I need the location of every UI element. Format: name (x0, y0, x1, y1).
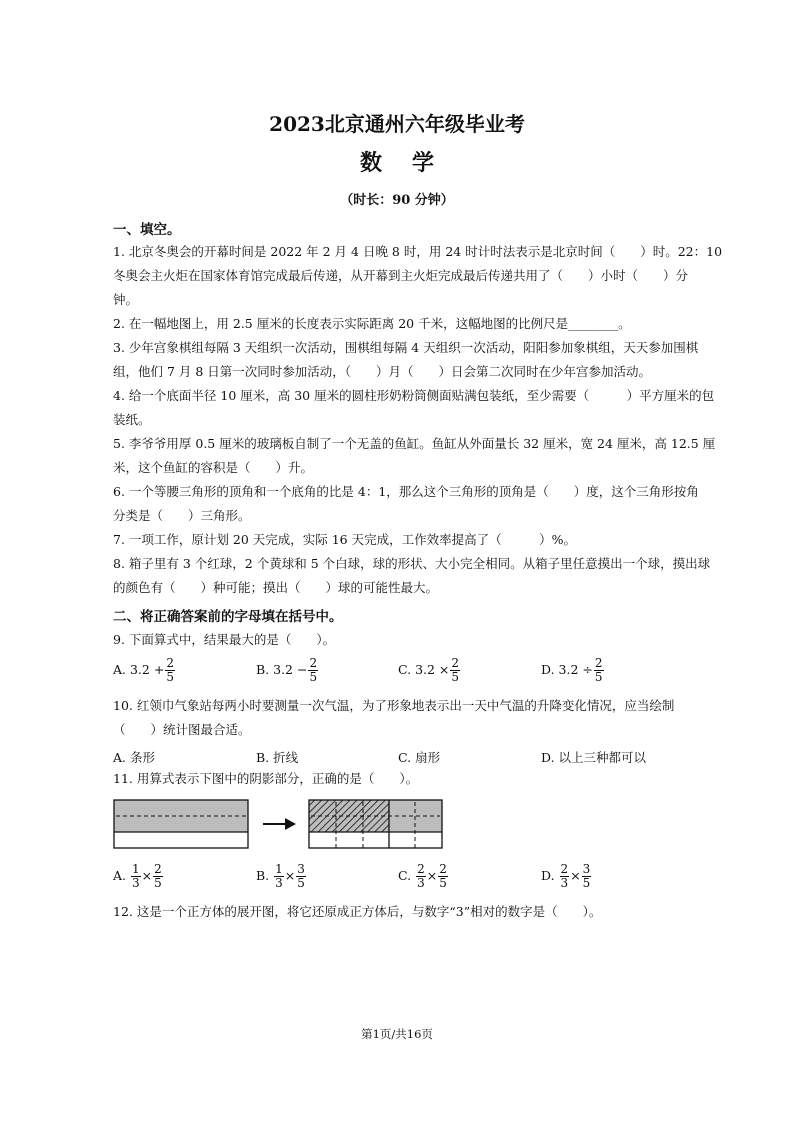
text-line: 7. 一项工作，原计划 20 天完成，实际 16 天完成，工作效率提高了（ ）%。 (113, 532, 576, 547)
text-line: 8. 箱子里有 3 个红球，2 个黄球和 5 个白球，球的形状、大小完全相同。从箱子里任意摸出一个球，摸出球 (113, 556, 711, 571)
text-line: 分类是（ ）三角形。 (113, 508, 251, 523)
exam-title: 2023北京通州六年级毕业考 (269, 112, 525, 136)
q11-option-c: C. $\frac{2}{3}$ × $\frac{2}{5}$ (398, 862, 447, 890)
q9-option-a: A. 3.2 + $\frac{2}{5}$ (113, 656, 174, 684)
q10-option-c: C. 扇形 (398, 750, 441, 765)
q9-stem: 9. 下面算式中，结果最大的是（ ）。 (113, 632, 336, 647)
q11-option-a: A. $\frac{1}{3}$ × $\frac{2}{5}$ (113, 862, 162, 890)
text-line: 冬奥会主火炬在国家体育馆完成最后传递，从开幕到主火炬完成最后传递共用了（ ）小时（ ）分 (113, 268, 689, 283)
q10-stem: 10. 红领巾气象站每两小时要测量一次气温，为了形象地表示出一天中气温的升降变化情况，应当绘制 （ ）统计图最合适。 (113, 698, 675, 737)
text-line: 钟。 (113, 292, 139, 307)
section1-heading: 一、填空。 (113, 222, 181, 238)
q10-option-b: B. 折线 (256, 750, 299, 765)
text-line: 装纸。 (113, 412, 151, 427)
section2-heading: 二、将正确答案前的字母填在括号中。 (113, 609, 343, 625)
q11-option-b: B. $\frac{1}{3}$ × $\frac{3}{5}$ (256, 862, 305, 890)
q11-stem: 11. 用算式表示下图中的阴影部分，正确的是（ ）。 (113, 771, 419, 786)
text-line: 6. 一个等腰三角形的顶角和一个底角的比是 4：1，那么这个三角形的顶角是（ ）度，这个三角形按角 (113, 484, 699, 499)
text-line: 的颜色有（ ）种可能；摸出（ ）球的可能性最大。 (113, 580, 439, 595)
text-line: 1. 北京冬奥会的开幕时间是 2022 年 2 月 4 日晚 8 时，用 24 时计时法表示是北京时间（ ）时。22：10 (113, 244, 723, 259)
duration-label: （时长：90 分钟） (340, 193, 454, 208)
arrow-right-icon (263, 818, 296, 830)
q9-option-b: B. 3.2 − $\frac{2}{5}$ (256, 656, 318, 684)
q11-figure (113, 796, 448, 852)
q11-option-d: D. $\frac{2}{3}$ × $\frac{3}{5}$ (541, 862, 591, 890)
text-line: 米，这个鱼缸的容积是（ ）升。 (113, 460, 314, 475)
text-line: 3. 少年宫象棋组每隔 3 天组织一次活动，围棋组每隔 4 天组织一次活动，阳阳参加象棋组，天天参加围棋 (113, 340, 699, 355)
text-line: 5. 李爷爷用厚 0.5 厘米的玻璃板自制了一个无盖的鱼缸。鱼缸从外面量长 32 厘米，宽 24 厘米，高 12.5 厘 (113, 436, 716, 451)
text-line: 2. 在一幅地图上，用 2.5 厘米的长度表示实际距离 20 千米，这幅地图的比例尺是________。 (113, 316, 631, 331)
q9-option-c: C. 3.2 × $\frac{2}{5}$ (398, 656, 460, 684)
text-line: 组，他们 7 月 8 日第一次同时参加活动，（ ）月（ ）日会第二次同时在少年宫参加活动。 (113, 364, 652, 379)
q12-stem: 12. 这是一个正方体的展开图，将它还原成正方体后，与数字“3”相对的数字是（ ）。 (113, 904, 602, 919)
original-rectangle (114, 800, 248, 848)
text-line: 4. 给一个底面半径 10 厘米，高 30 厘米的圆柱形奶粉筒侧面贴满包装纸，至少需要（ ）平方厘米的包 (113, 388, 715, 403)
q10-option-a: A. 条形 (113, 750, 155, 765)
q10-option-d: D. 以上三种都可以 (541, 750, 647, 765)
subject-title: 数学 (359, 150, 464, 176)
section1-questions (113, 240, 723, 600)
divided-rectangle (309, 800, 442, 848)
q9-option-d: D. 3.2 ÷ $\frac{2}{5}$ (541, 656, 603, 684)
page-number: 第1页/共16页 (361, 1027, 433, 1041)
